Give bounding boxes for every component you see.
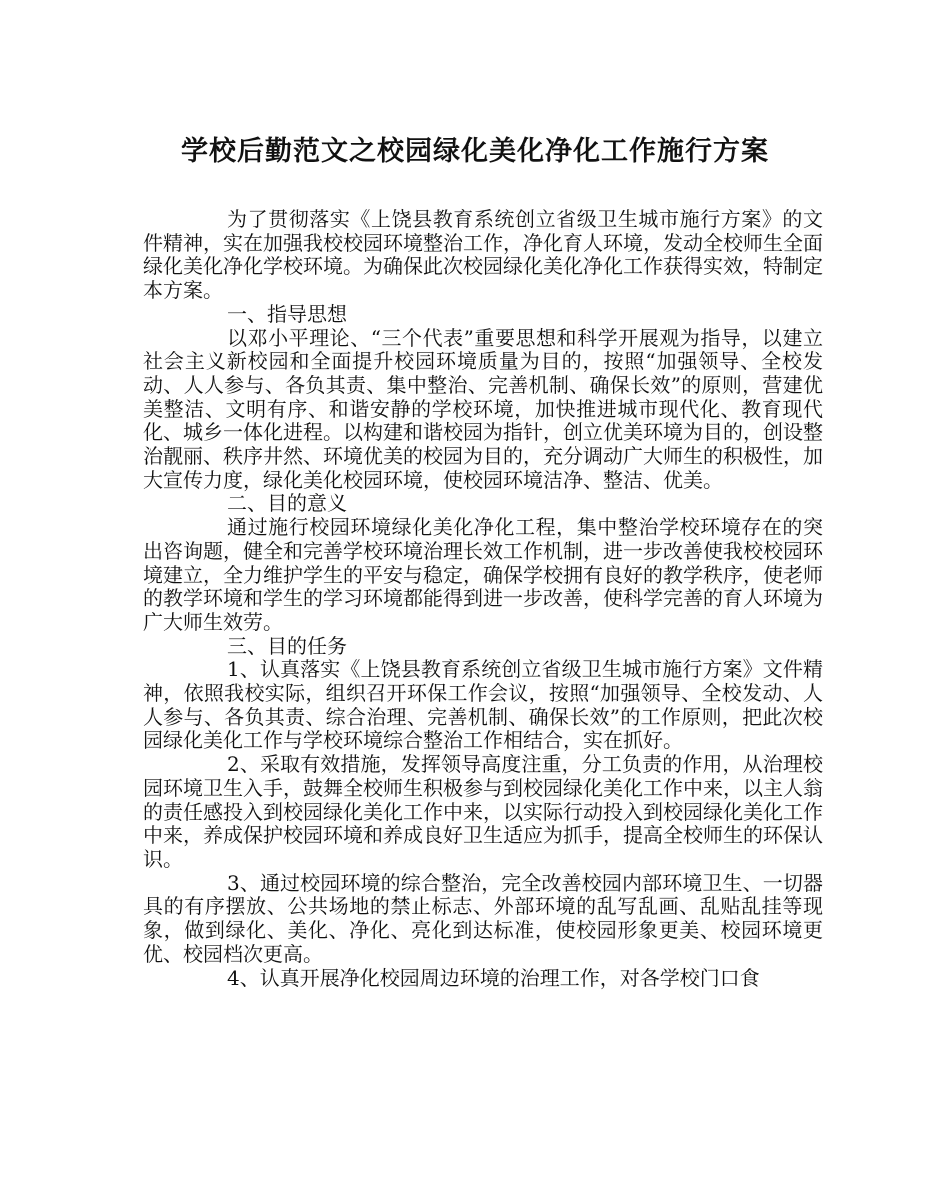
paragraph-task-2: 2、采取有效措施，发挥领导高度注重，分工负责的作用，从治理校园环境卫生入手，鼓舞全校师生积极参与到校园绿化美化工作中来，以主人翁的责任感投入到校园绿化美化工作中来，以实际行动投入到校园绿化美化工作中来，养成保护校园环境和养成良好卫生适应为抓手，提高全校师生的环保认识。 [143, 752, 823, 871]
section-heading-tasks: 三、目的任务 [227, 633, 347, 658]
paragraph-guiding-thought: 以邓小平理论、“三个代表”重要思想和科学开展观为指导，以建立社会主义新校园和全面提升校园环境质量为目的，按照“加强领导、全校发动、人人参与、各负其责、集中整治、完善机制、确保长效”的原则，营建优美整洁、文明有序、和谐安静的学校环境，加快推进城市现代化、教育现代化、城乡一体化进程。以构建和谐校园为指针，创立优美环境为目的，创设整治靓丽、秩序井然、环境优美的校园为目的，充分调动广大师生的积极性，加大宣传力度，绿化美化校园环境，使校园环境洁净、整洁、优美。 [143, 325, 823, 492]
document-body [143, 208, 823, 990]
section-heading-purpose: 二、目的意义 [227, 491, 347, 516]
paragraph-intro: 为了贯彻落实《上饶县教育系统创立省级卫生城市施行方案》的文件精神，实在加强我校校园环境整治工作，净化育人环境，发动全校师生全面绿化美化净化学校环境。为确保此次校园绿化美化净化工作获得实效，特制定本方案。 [143, 207, 823, 303]
section-heading-guiding-thought: 一、指导思想 [227, 301, 347, 326]
page-title: 学校后勤范文之校园绿化美化净化工作施行方案 [181, 136, 769, 167]
paragraph-task-1: 1、认真落实《上饶县教育系统创立省级卫生城市施行方案》文件精神，依照我校实际，组织召开环保工作会议，按照“加强领导、全校发动、人人参与、各负其责、综合治理、完善机制、确保长效”的工作原则，把此次校园绿化美化工作与学校环境综合整治工作相结合，实在抓好。 [143, 657, 823, 753]
paragraph-task-4: 4、认真开展净化校园周边环境的治理工作，对各学校门口食 [227, 965, 760, 990]
paragraph-purpose: 通过施行校园环境绿化美化净化工程，集中整治学校环境存在的突出咨询题，健全和完善学校环境治理长效工作机制，进一步改善使我校校园环境建立，全力维护学生的平安与稳定，确保学校拥有良好的教学秩序，使老师的教学环境和学生的学习环境都能得到进一步改善，使科学完善的育人环境为广大师生效劳。 [143, 515, 823, 634]
paragraph-task-3: 3、通过校园环境的综合整治，完全改善校园内部环境卫生、一切器具的有序摆放、公共场地的禁止标志、外部环境的乱写乱画、乱贴乱挂等现象，做到绿化、美化、净化、亮化到达标准，使校园形象更美、校园环境更优、校园档次更高。 [143, 870, 823, 966]
